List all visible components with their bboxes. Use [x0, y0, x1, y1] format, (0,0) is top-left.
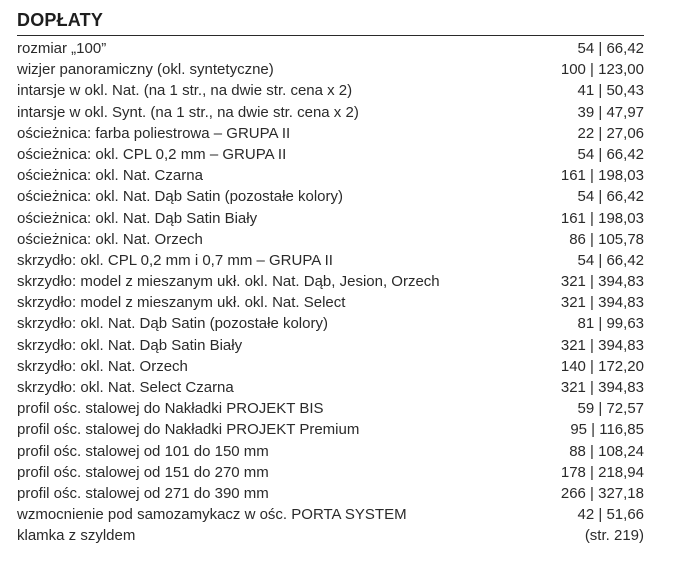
- item-price: 178 | 218,94: [560, 463, 644, 481]
- item-price: 266 | 327,18: [560, 484, 644, 502]
- price-row: [17, 59, 644, 80]
- price-row: [17, 80, 644, 101]
- item-price: 140 | 172,20: [560, 357, 644, 375]
- item-label: rozmiar „100”: [17, 40, 107, 57]
- item-label: intarsje w okl. Synt. (na 1 str., na dwie str. cena x 2): [17, 103, 359, 121]
- item-label: profil ośc. stalowej do Nakładki PROJEKT Premium: [17, 421, 360, 439]
- item-label: skrzydło: okl. Nat. Dąb Satin Biały: [17, 336, 243, 354]
- item-price: 54 | 66,42: [577, 251, 644, 269]
- price-row: [17, 441, 644, 462]
- item-price: 54 | 66,42: [577, 145, 644, 163]
- item-label: profil ośc. stalowej od 101 do 150 mm: [17, 442, 269, 460]
- price-row: [17, 208, 644, 229]
- item-label: skrzydło: okl. Nat. Orzech: [17, 357, 188, 375]
- item-label: ościeżnica: farba poliestrowa – GRUPA II: [17, 124, 291, 142]
- section-title: DOPŁATY: [17, 10, 104, 30]
- item-price: 39 | 47,97: [577, 103, 644, 121]
- price-list: [17, 38, 644, 547]
- item-price: 81 | 99,63: [577, 315, 644, 333]
- price-row: [17, 165, 644, 186]
- item-price: 22 | 27,06: [577, 124, 644, 142]
- item-price: 321 | 394,83: [560, 336, 644, 354]
- price-row: [17, 419, 644, 440]
- item-label: profil ośc. stalowej od 271 do 390 mm: [17, 484, 269, 502]
- item-label: ościeżnica: okl. Nat. Czarna: [17, 167, 203, 185]
- item-label: klamka z szyldem: [17, 527, 136, 545]
- price-row: [17, 335, 644, 356]
- price-row: [17, 123, 644, 144]
- item-price: 86 | 105,78: [569, 230, 644, 248]
- title-divider: [17, 35, 644, 36]
- item-price: 321 | 394,83: [560, 273, 644, 291]
- price-row: [17, 462, 644, 483]
- item-label: skrzydło: model z mieszanym ukł. okl. Nat. Select: [17, 294, 346, 312]
- item-price: 95 | 116,85: [570, 421, 644, 439]
- item-label: ościeżnica: okl. Nat. Orzech: [17, 230, 203, 248]
- price-row: [17, 229, 644, 250]
- price-row: [17, 356, 644, 377]
- item-label: skrzydło: okl. Nat. Dąb Satin (pozostałe kolory): [17, 315, 328, 333]
- item-price: 59 | 72,57: [577, 400, 644, 418]
- price-row: [17, 313, 644, 334]
- price-row: [17, 186, 644, 207]
- item-price: 161 | 198,03: [560, 209, 644, 227]
- item-price: 321 | 394,83: [560, 379, 644, 396]
- item-price: 54 | 66,42: [577, 188, 644, 206]
- item-label: wizjer panoramiczny (okl. syntetyczne): [17, 61, 274, 79]
- item-label: skrzydło: okl. CPL 0,2 mm i 0,7 mm – GRUPA II: [17, 251, 333, 269]
- price-row: [17, 525, 644, 546]
- item-label: ościeżnica: okl. Nat. Dąb Satin (pozostałe kolory): [17, 188, 343, 206]
- item-label: profil ośc. stalowej od 151 do 270 mm: [17, 463, 269, 481]
- price-row: [17, 250, 644, 271]
- item-label: ościeżnica: okl. CPL 0,2 mm – GRUPA II: [17, 145, 287, 163]
- item-price: 161 | 198,03: [560, 167, 644, 185]
- price-row: [17, 398, 644, 419]
- price-row: [17, 377, 644, 398]
- item-label: wzmocnienie pod samozamykacz w ośc. PORTA SYSTEM: [17, 506, 407, 524]
- item-label: skrzydło: okl. Nat. Select Czarna: [17, 379, 234, 396]
- item-label: skrzydło: model z mieszanym ukł. okl. Nat. Dąb, Jesion, Orzech: [17, 273, 440, 291]
- price-row: [17, 292, 644, 313]
- price-row: [17, 144, 644, 165]
- item-price: 54 | 66,42: [577, 40, 644, 57]
- item-price: 42 | 51,66: [577, 506, 644, 524]
- item-price: 41 | 50,43: [577, 82, 644, 100]
- item-price: (str. 219): [584, 527, 644, 545]
- item-label: profil ośc. stalowej do Nakładki PROJEKT BIS: [17, 400, 324, 418]
- item-label: intarsje w okl. Nat. (na 1 str., na dwie str. cena x 2): [17, 82, 353, 100]
- item-label: ościeżnica: okl. Nat. Dąb Satin Biały: [17, 209, 258, 227]
- price-row: [17, 38, 644, 59]
- doplaty-section: [17, 8, 644, 547]
- price-row: [17, 271, 644, 292]
- item-price: 100 | 123,00: [560, 61, 644, 79]
- price-row: [17, 504, 644, 525]
- item-price: 321 | 394,83: [560, 294, 644, 312]
- item-price: 88 | 108,24: [569, 442, 644, 460]
- price-row: [17, 102, 644, 123]
- price-row: [17, 483, 644, 504]
